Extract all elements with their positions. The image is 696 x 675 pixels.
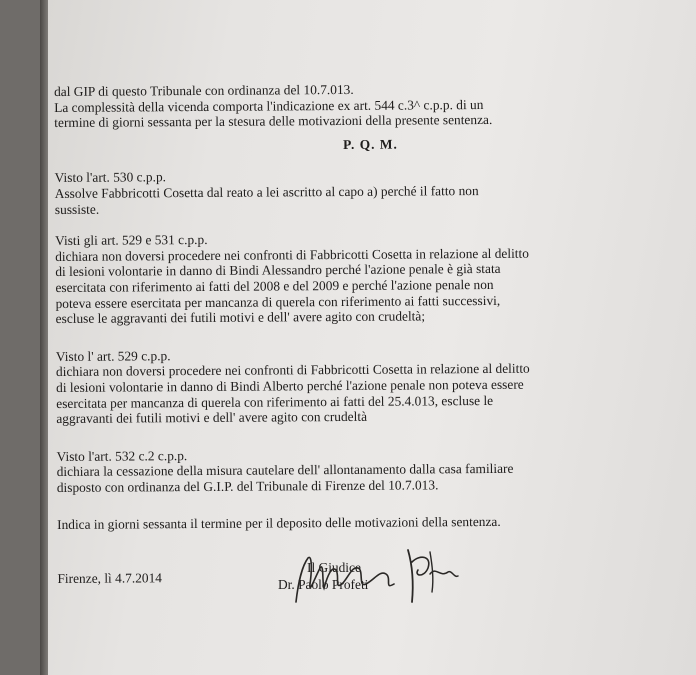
paragraph-no-proceed-2	[56, 344, 689, 426]
para-3-line-3: di lesioni volontarie in danno di Bindi Alberto perché l'azione penale non poteva essere	[56, 376, 524, 395]
document-page	[48, 0, 696, 675]
signature-block	[262, 544, 462, 604]
para-2-line-4: esercitata con riferimento ai fatti del 2008 e del 2009 e perché l'azione penale non	[55, 276, 494, 295]
para-4-line-2: dichiara la cessazione della misura cautelare dell' allontanamento dalla casa familiare	[56, 461, 514, 480]
para-3-line-1: Visto l' art. 529 c.p.p.	[55, 347, 171, 364]
header-line-2: La complessità della vicenda comporta l'indicazione ex art. 544 c.3^ c.p.p. di un	[54, 96, 484, 115]
paragraph-no-proceed-1	[55, 229, 688, 327]
para-1-line-3: sussiste.	[54, 201, 100, 217]
para-2-line-5: poteva essere esercitata per mancanza di querela con riferimento ai fatti successivi,	[55, 292, 501, 311]
header-line-3: termine di giorni sessanta per la stesura delle motivazioni della presente sentenza.	[54, 112, 493, 131]
para-3-line-2: dichiara non doversi procedere nei confronti di Fabbricotti Cosetta in relazione al delitto	[55, 360, 530, 380]
para-2-line-6: escluse le aggravanti dei futili motivi e dell' avere agito con crudeltà;	[55, 308, 426, 327]
para-3-line-5: aggravanti dei futili motivi e dell' avere agito con crudeltà	[56, 408, 368, 427]
para-5-line-1: Indica in giorni sessanta il termine per il deposito delle motivazioni della sentenza.	[57, 514, 501, 533]
paragraph-acquittal	[55, 166, 687, 217]
place-date: Firenze, lì 4.7.2014	[57, 570, 163, 587]
paragraph-cessation	[57, 444, 689, 495]
para-2-line-2: dichiara non doversi procedere nei confronti di Fabbricotti Cosetta in relazione al delitto	[55, 245, 529, 264]
para-2-line-1: Visti gli art. 529 e 531 c.p.p.	[55, 232, 208, 249]
document-text	[54, 80, 689, 587]
para-3-line-4: esercitata per mancanza di querela con riferimento ai fatti del 25.4.013, escluse le	[56, 392, 494, 411]
pqm-heading: P. Q. M.	[343, 136, 398, 152]
header-paragraph	[54, 80, 686, 131]
signature-label: Il Giudice	[307, 560, 361, 575]
signature-name: Dr. Paolo Profeti	[278, 577, 369, 592]
para-4-line-1: Visto l'art. 532 c.2 c.p.p.	[56, 447, 188, 464]
para-1-line-1: Visto l'art. 530 c.p.p.	[54, 169, 167, 186]
handwritten-signature-icon	[262, 544, 462, 604]
header-line-1: dal GIP di questo Tribunale con ordinanza del 10.7.013.	[54, 81, 354, 99]
para-4-line-3: disposto con ordinanza del G.I.P. del Tribunale di Firenze del 10.7.013.	[56, 477, 439, 495]
para-1-line-2: Assolve Fabbricotti Cosetta dal reato a lei ascritto al capo a) perché il fatto non	[54, 183, 479, 201]
para-2-line-3: di lesioni volontarie in danno di Bindi Alessandro perché l'azione penale è già stata	[55, 261, 501, 280]
